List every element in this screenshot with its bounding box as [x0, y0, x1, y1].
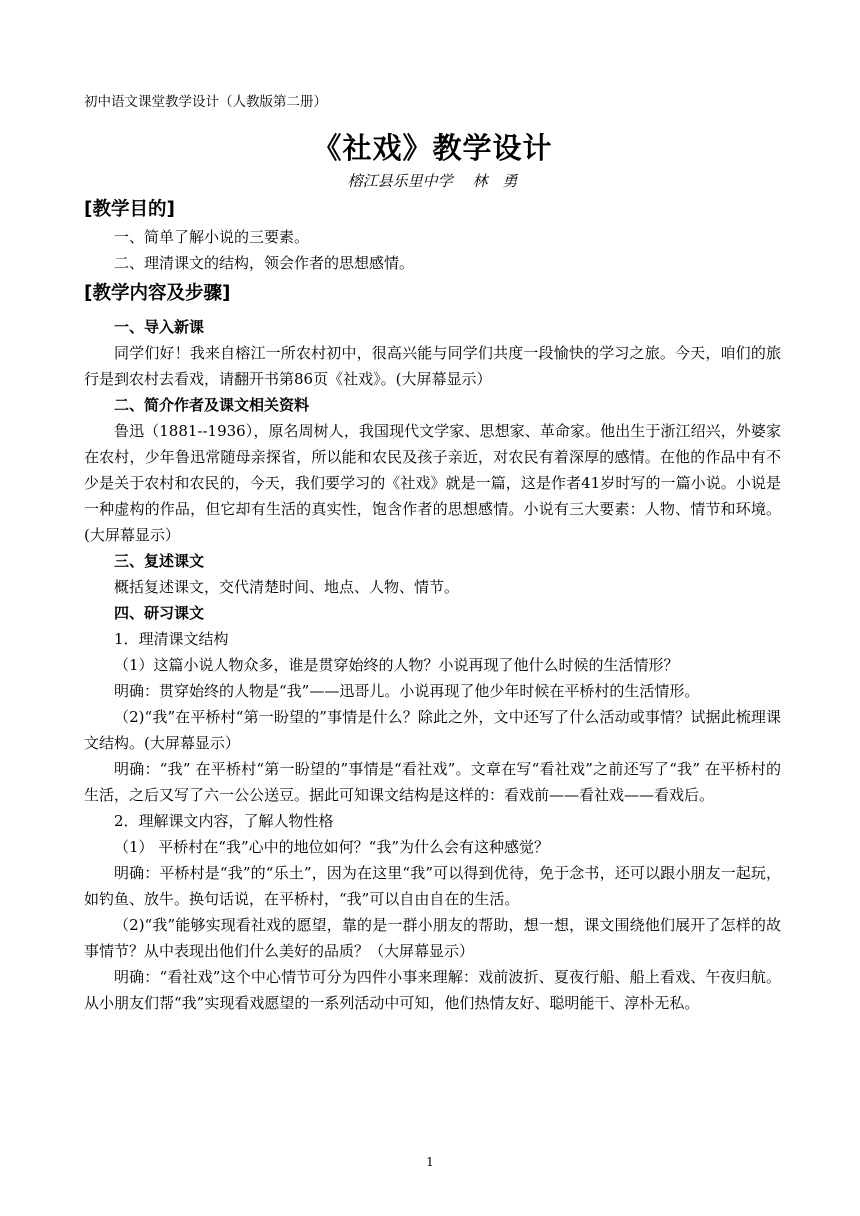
study-part1-title: 1．理清课文结构	[114, 630, 229, 648]
study-part1-a1: 明确：贯穿始终的人物是“我”——迅哥儿。小说再现了他少年时候在平桥村的生活情形。	[114, 682, 700, 700]
step-heading-author: 二、简介作者及课文相关资料	[114, 396, 310, 414]
study-part1-q1: （1）这篇小说人物众多，谁是贯穿始终的人物？小说再现了他什么时候的生活情形？	[114, 656, 679, 674]
author-line: 榕江县乐里中学 林 勇	[347, 172, 518, 190]
document-page	[84, 92, 781, 1016]
section-heading-steps: [教学内容及步骤]	[84, 283, 231, 304]
study-part2-q2: （2)“我”能够实现看社戏的愿望，靠的是一群小朋友的帮助，想一想，课文围绕他们展开了怎样的故事情节？从中表现出他们什么美好的品质？（大屏幕显示）	[84, 916, 781, 960]
goal-item: 二、理清课文的结构，领会作者的思想感情。	[114, 254, 415, 272]
document-title: 《社戏》教学设计	[312, 131, 553, 165]
step-text-author: 鲁迅（1881--1936），原名周树人，我国现代文学家、思想家、革命家。他出生于浙江绍兴，外婆家在农村，少年鲁迅常随母亲探省，所以能和农民及孩子亲近，对农民有着深厚的感情。在他的作品中有不少是关于农村和农民的，今天，我们要学习的《社戏》就是一篇，这是作者41岁时写的一篇小说。小说是一种虚构的作品，但它却有生活的真实性，饱含作者的思想感情。小说有三大要素：人物、情节和环境。(大屏幕显示）	[84, 422, 781, 544]
study-part1-q2: （2)“我”在平桥村“第一盼望的”事情是什么？除此之外，文中还写了什么活动或事情？试据此梳理课文结构。(大屏幕显示）	[84, 708, 781, 752]
step-heading-study: 四、研习课文	[114, 604, 205, 622]
section-heading-goals: [教学目的]	[84, 199, 175, 220]
study-part2-a1: 明确：平桥村是“我”的“乐土”，因为在这里“我”可以得到优待，免于念书，还可以跟小朋友一起玩，如钓鱼、放牛。换句话说，在平桥村，“我”可以自由自在的生活。	[84, 864, 781, 908]
study-part2-a2: 明确：“看社戏”这个中心情节可分为四件小事来理解：戏前波折、夏夜行船、船上看戏、午夜归航。从小朋友们帮“我”实现看戏愿望的一系列活动中可知，他们热情友好、聪明能干、淳朴无私。	[84, 968, 781, 1012]
study-part2-title: 2．理解课文内容，了解人物性格	[114, 812, 334, 830]
step-text-retell: 概括复述课文，交代清楚时间、地点、人物、情节。	[114, 578, 460, 596]
step-text-intro: 同学们好！我来自榕江一所农村初中，很高兴能与同学们共度一段愉快的学习之旅。今天，咱们的旅行是到农村去看戏，请翻开书第86页《社戏》。(大屏幕显示）	[84, 344, 781, 388]
page-number: 1	[426, 1155, 434, 1169]
study-part1-a2: 明确：“我” 在平桥村“第一盼望的”事情是“看社戏”。文章在写“看社戏”之前还写了“我” 在平桥村的生活，之后又写了六一公公送豆。据此可知课文结构是这样的：看戏前——看社戏——看戏后。	[84, 760, 781, 804]
goal-item: 一、简单了解小说的三要素。	[114, 228, 310, 246]
running-header: 初中语文课堂教学设计（人教版第二册）	[84, 94, 327, 110]
step-heading-retell: 三、复述课文	[114, 552, 205, 570]
study-part2-q1: （1） 平桥村在“我”心中的地位如何？“我”为什么会有这种感觉？	[114, 838, 549, 856]
step-heading-intro: 一、导入新课	[114, 318, 205, 336]
